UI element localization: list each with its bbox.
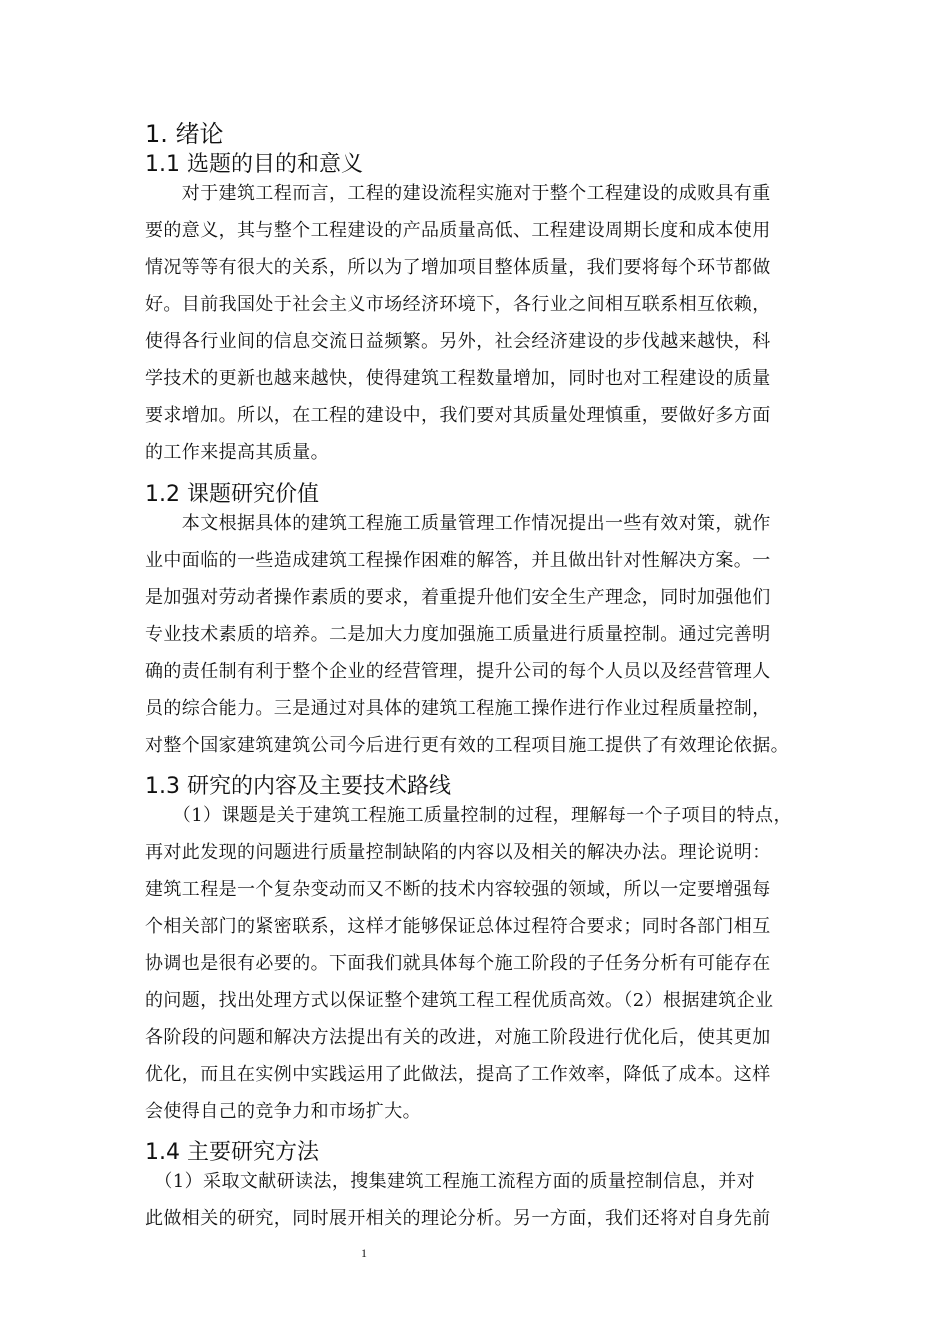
paragraph-line: 优化，而且在实例中实践运用了此做法，提高了工作效率，降低了成本。这样 — [145, 1064, 771, 1085]
chapter-heading: 1. 绪论 — [145, 120, 224, 148]
section-paragraph-1-1 — [145, 175, 805, 471]
paragraph-line: 对于建筑工程而言，工程的建设流程实施对于整个工程建设的成败具有重 — [145, 183, 771, 204]
paragraph-line: 对整个国家建筑建筑公司今后进行更有效的工程项目施工提供了有效理论依据。 — [145, 735, 789, 756]
paragraph-line: （1）采取文献研读法，搜集建筑工程施工流程方面的质量控制信息，并对 — [145, 1171, 756, 1192]
paragraph-line: 专业技术素质的培养。二是加大力度加强施工质量进行质量控制。通过完善明 — [145, 624, 771, 645]
paragraph-line: 学技术的更新也越来越快，使得建筑工程数量增加，同时也对工程建设的质量 — [145, 368, 771, 389]
paragraph-line: 业中面临的一些造成建筑工程操作困难的解答，并且做出针对性解决方案。一 — [145, 550, 771, 571]
paragraph-line: 本文根据具体的建筑工程施工质量管理工作情况提出一些有效对策，就作 — [145, 513, 771, 534]
paragraph-line: 是加强对劳动者操作素质的要求，着重提升他们安全生产理念，同时加强他们 — [145, 587, 771, 608]
paragraph-line: 各阶段的问题和解决方法提出有关的改进，对施工阶段进行优化后，使其更加 — [145, 1027, 771, 1048]
paragraph-line: 再对此发现的问题进行质量控制缺陷的内容以及相关的解决办法。理论说明： — [145, 842, 771, 863]
paragraph-line: 情况等等有很大的关系，所以为了增加项目整体质量，我们要将每个环节都做 — [145, 257, 771, 278]
paragraph-line: 使得各行业间的信息交流日益频繁。另外，社会经济建设的步伐越来越快，科 — [145, 331, 771, 352]
paragraph-line: （1）课题是关于建筑工程施工质量控制的过程，理解每一个子项目的特点， — [145, 805, 792, 826]
paragraph-line: 的工作来提高其质量。 — [145, 442, 329, 463]
paragraph-line: 的问题，找出处理方式以保证整个建筑工程工程优质高效。（2）根据建筑企业 — [145, 990, 774, 1011]
page-number: 1 — [361, 1246, 367, 1260]
paragraph-line: 协调也是很有必要的。下面我们就具体每个施工阶段的子任务分析有可能存在 — [145, 953, 771, 974]
paragraph-line: 要的意义，其与整个工程建设的产品质量高低、工程建设周期长度和成本使用 — [145, 220, 771, 241]
paragraph-line: 个相关部门的紧密联系，这样才能够保证总体过程符合要求；同时各部门相互 — [145, 916, 771, 937]
paragraph-line: 要求增加。所以，在工程的建设中，我们要对其质量处理慎重，要做好多方面 — [145, 405, 771, 426]
section-heading-1-4: 1.4 主要研究方法 — [145, 1140, 319, 1165]
section-paragraph-1-3 — [145, 797, 805, 1130]
section-heading-1-3: 1.3 研究的内容及主要技术路线 — [145, 774, 451, 799]
section-paragraph-1-4 — [145, 1163, 805, 1237]
paragraph-line: 确的责任制有利于整个企业的经营管理，提升公司的每个人员以及经营管理人 — [145, 661, 771, 682]
section-paragraph-1-2 — [145, 505, 805, 764]
paragraph-line: 此做相关的研究，同时展开相关的理论分析。另一方面，我们还将对自身先前 — [145, 1208, 771, 1229]
section-heading-1-1: 1.1 选题的目的和意义 — [145, 152, 363, 177]
paragraph-line: 建筑工程是一个复杂变动而又不断的技术内容较强的领域，所以一定要增强每 — [145, 879, 771, 900]
section-heading-1-2: 1.2 课题研究价值 — [145, 482, 319, 507]
paragraph-line: 会使得自己的竞争力和市场扩大。 — [145, 1101, 421, 1122]
paragraph-line: 员的综合能力。三是通过对具体的建筑工程施工操作进行作业过程质量控制， — [145, 698, 771, 719]
paragraph-line: 好。目前我国处于社会主义市场经济环境下，各行业之间相互联系相互依赖， — [145, 294, 771, 315]
